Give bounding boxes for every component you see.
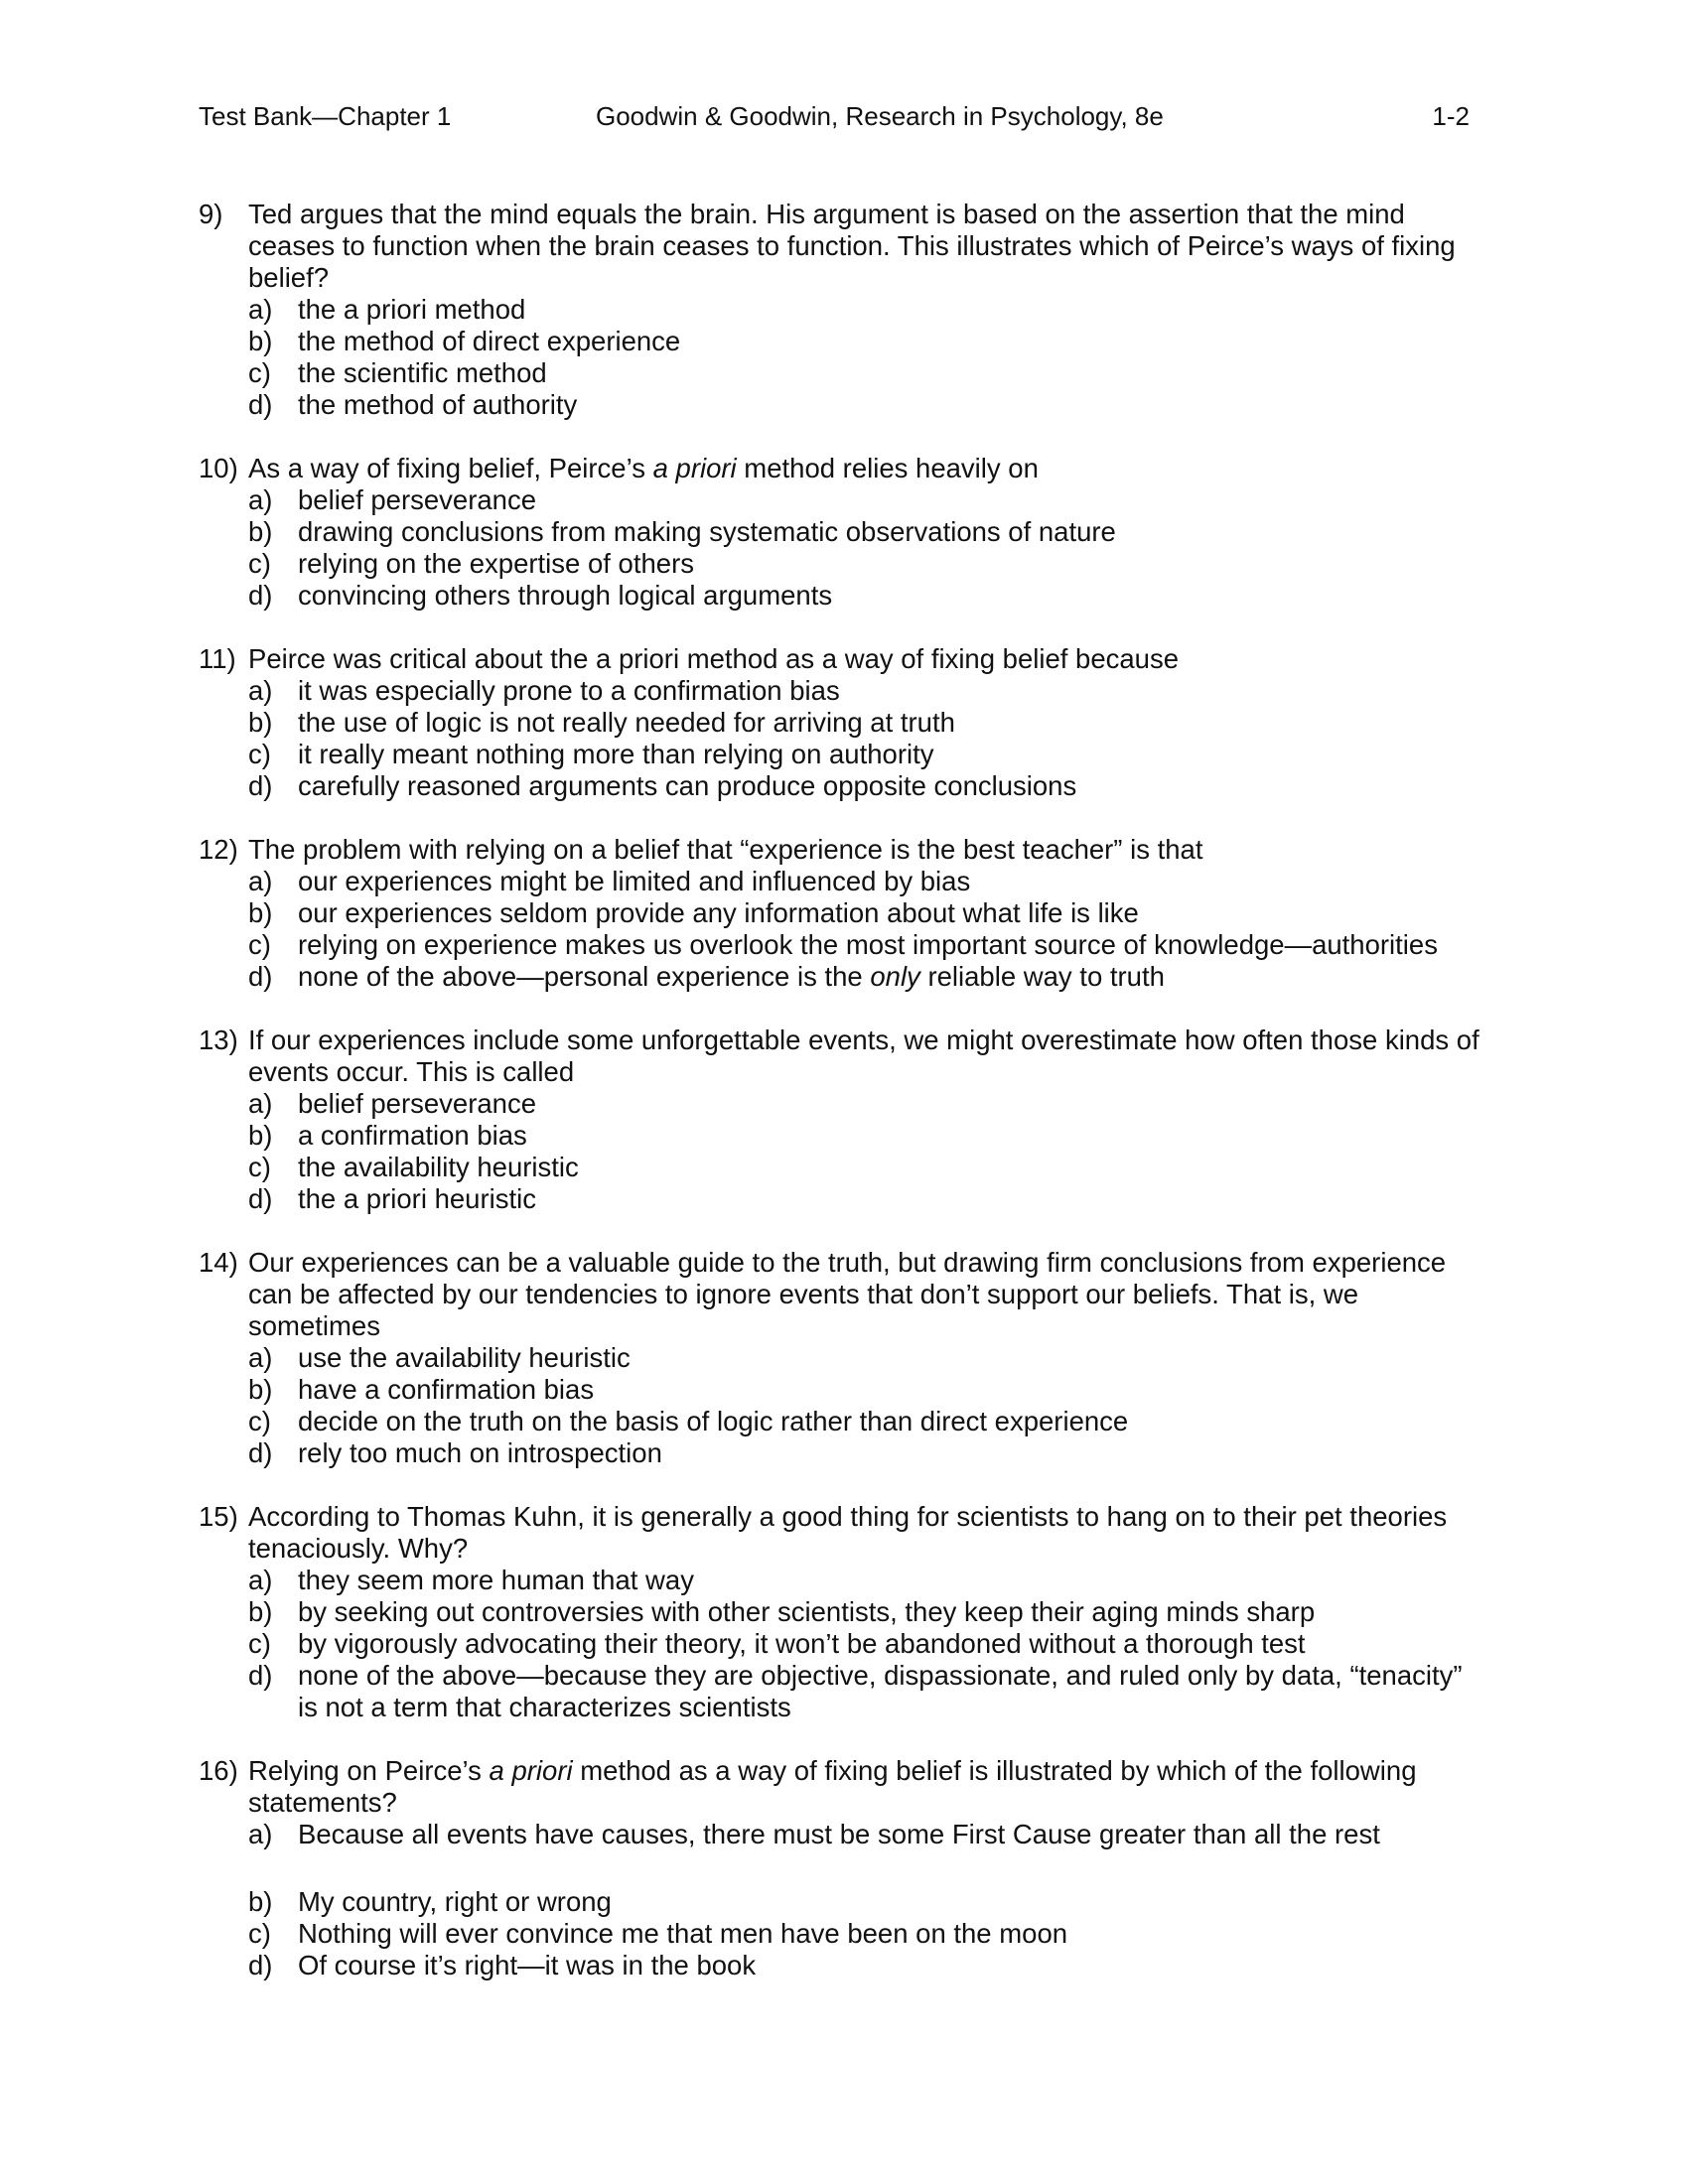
- question-text: If our experiences include some unforgettable events, we might overestimate how often those kinds of events occur. This is called: [248, 1024, 1479, 1087]
- option-letter: c): [248, 1628, 271, 1659]
- option-text: the a priori method: [298, 294, 526, 325]
- answer-option: [248, 326, 1479, 357]
- answer-option: [248, 1342, 1479, 1374]
- answer-option: [248, 897, 1479, 929]
- question-number: 10): [199, 453, 238, 483]
- answer-option: [248, 866, 1479, 897]
- question-14: [199, 1247, 1479, 1469]
- option-text: have a confirmation bias: [298, 1374, 595, 1405]
- question-9: [199, 199, 1479, 421]
- question-text: The problem with relying on a belief that “experience is the best teacher” is that: [248, 834, 1203, 865]
- question-stem: [199, 199, 1479, 294]
- answer-option: [248, 929, 1479, 961]
- option-letter: a): [248, 675, 273, 706]
- option-text: the a priori heuristic: [298, 1183, 536, 1214]
- answer-option: [248, 675, 1479, 707]
- option-letter: b): [248, 707, 273, 738]
- question-10: [199, 453, 1479, 612]
- question-number: 13): [199, 1024, 238, 1055]
- option-letter: c): [248, 357, 271, 388]
- option-letter: c): [248, 1406, 271, 1436]
- option-letter: b): [248, 326, 273, 356]
- question-11: [199, 643, 1479, 802]
- question-13: [199, 1024, 1479, 1215]
- answer-option: [248, 484, 1479, 516]
- question-stem: [199, 834, 1479, 866]
- question-number: 12): [199, 834, 238, 865]
- question-text-after: method as a way of fixing belief is illustrated by which of the following statements?: [248, 1755, 1417, 1818]
- answer-option: [248, 961, 1479, 993]
- answer-option: [248, 1120, 1479, 1152]
- answer-option: [248, 1565, 1479, 1596]
- answer-option: [248, 1152, 1479, 1183]
- option-text: our experiences might be limited and influenced by bias: [298, 866, 971, 896]
- header-book-title: Goodwin & Goodwin, Research in Psychology, 8e: [596, 101, 1164, 131]
- answer-option: [248, 770, 1479, 802]
- option-letter: d): [248, 389, 273, 420]
- question-12: [199, 834, 1479, 993]
- option-text: rely too much on introspection: [298, 1437, 662, 1468]
- option-letter: b): [248, 1596, 273, 1627]
- option-letter: a): [248, 294, 273, 325]
- answer-options: [199, 1342, 1479, 1469]
- answer-option: [248, 1183, 1479, 1215]
- option-text: Of course it’s right—it was in the book: [298, 1950, 757, 1980]
- option-text: relying on experience makes us overlook the most important source of knowledge—authorities: [298, 929, 1438, 960]
- option-letter: c): [248, 1152, 271, 1182]
- question-text-italic: a priori: [652, 453, 737, 483]
- answer-option: [248, 1918, 1479, 1950]
- answer-option: [248, 294, 1479, 326]
- question-stem: [199, 1247, 1479, 1342]
- question-list: [199, 199, 1479, 2013]
- option-letter: a): [248, 1342, 273, 1373]
- answer-options: [199, 1819, 1479, 1981]
- option-letter: c): [248, 548, 271, 579]
- option-text: the use of logic is not really needed for arriving at truth: [298, 707, 955, 738]
- option-text: convincing others through logical arguments: [298, 580, 833, 611]
- option-text: it was especially prone to a confirmation bias: [298, 675, 840, 706]
- answer-option: [248, 1660, 1479, 1723]
- option-text: carefully reasoned arguments can produce opposite conclusions: [298, 770, 1077, 801]
- question-text: Our experiences can be a valuable guide to the truth, but drawing firm conclusions from experience can be affected by our tendencies to ignore events that don’t support our beliefs. That is, we sometimes: [248, 1247, 1447, 1341]
- question-text: Ted argues that the mind equals the brain. His argument is based on the assertion that the mind ceases to function when the brain ceases to function. This illustrates which of Peirce’s ways of fixing belief?: [248, 199, 1456, 293]
- option-text: the method of authority: [298, 389, 578, 420]
- option-text: the method of direct experience: [298, 326, 681, 356]
- question-stem: [199, 1024, 1479, 1088]
- answer-option: [248, 1437, 1479, 1469]
- question-number: 15): [199, 1501, 238, 1532]
- answer-option: [248, 707, 1479, 739]
- option-letter: d): [248, 580, 273, 611]
- option-text-before: none of the above—personal experience is the: [298, 961, 871, 992]
- answer-options: [199, 675, 1479, 802]
- option-text: Nothing will ever convince me that men have been on the moon: [298, 1918, 1068, 1949]
- header-chapter: Test Bank—Chapter 1: [199, 101, 452, 131]
- question-number: 9): [199, 199, 223, 229]
- answer-options: [199, 484, 1479, 612]
- header-page-number: 1-2: [1432, 101, 1470, 131]
- option-letter: a): [248, 1088, 273, 1119]
- question-number: 16): [199, 1755, 238, 1786]
- option-letter: d): [248, 770, 273, 801]
- question-text-italic: a priori: [489, 1755, 573, 1786]
- answer-options: [199, 1565, 1479, 1723]
- option-text: they seem more human that way: [298, 1565, 694, 1595]
- answer-option: [248, 1088, 1479, 1120]
- question-number: 11): [199, 643, 236, 674]
- answer-option: [248, 1886, 1479, 1918]
- option-text: decide on the truth on the basis of logic rather than direct experience: [298, 1406, 1129, 1436]
- option-letter: b): [248, 516, 273, 547]
- option-text: a confirmation bias: [298, 1120, 527, 1151]
- question-15: [199, 1501, 1479, 1723]
- answer-option: [248, 548, 1479, 580]
- option-text: it really meant nothing more than relying on authority: [298, 739, 934, 769]
- option-text: belief perseverance: [298, 484, 537, 515]
- option-letter: d): [248, 1183, 273, 1214]
- option-text-italic: only: [870, 961, 920, 992]
- question-stem: [199, 1755, 1479, 1819]
- question-stem: [199, 453, 1479, 484]
- option-letter: a): [248, 1819, 273, 1849]
- answer-option: [248, 1596, 1479, 1628]
- answer-option: [248, 739, 1479, 770]
- option-text: Because all events have causes, there must be some First Cause greater than all the rest: [298, 1819, 1380, 1849]
- question-text-after: method relies heavily on: [736, 453, 1039, 483]
- option-letter: a): [248, 1565, 273, 1595]
- question-text: Peirce was critical about the a priori method as a way of fixing belief because: [248, 643, 1180, 674]
- answer-option: [248, 1406, 1479, 1437]
- page-header: [199, 99, 1470, 133]
- option-letter: d): [248, 961, 273, 992]
- answer-option: [248, 1374, 1479, 1406]
- option-text: use the availability heuristic: [298, 1342, 631, 1373]
- option-letter: a): [248, 866, 273, 896]
- option-text: My country, right or wrong: [298, 1886, 612, 1917]
- question-number: 14): [199, 1247, 238, 1278]
- answer-options: [199, 1088, 1479, 1215]
- answer-option: [248, 516, 1479, 548]
- question-text-before: As a way of fixing belief, Peirce’s: [248, 453, 653, 483]
- option-letter: d): [248, 1660, 273, 1691]
- question-16: [199, 1755, 1479, 1981]
- option-text: relying on the expertise of others: [298, 548, 694, 579]
- answer-options: [199, 866, 1479, 993]
- question-text-before: Relying on Peirce’s: [248, 1755, 490, 1786]
- option-letter: b): [248, 1120, 273, 1151]
- option-text: the availability heuristic: [298, 1152, 579, 1182]
- option-text: belief perseverance: [298, 1088, 537, 1119]
- answer-option: [248, 1950, 1479, 1981]
- option-letter: b): [248, 1886, 273, 1917]
- option-text: our experiences seldom provide any information about what life is like: [298, 897, 1139, 928]
- answer-option: [248, 1819, 1479, 1850]
- answer-options: [199, 294, 1479, 421]
- option-text: none of the above—because they are objective, dispassionate, and ruled only by data, “tenacity” is not a term that characterizes scientists: [298, 1660, 1463, 1722]
- option-letter: d): [248, 1437, 273, 1468]
- option-letter: c): [248, 739, 271, 769]
- option-text: by seeking out controversies with other scientists, they keep their aging minds sharp: [298, 1596, 1316, 1627]
- option-letter: c): [248, 929, 271, 960]
- option-letter: c): [248, 1918, 271, 1949]
- question-text: According to Thomas Kuhn, it is generally a good thing for scientists to hang on to their pet theories tenaciously. Why?: [248, 1501, 1448, 1564]
- option-text: drawing conclusions from making systematic observations of nature: [298, 516, 1116, 547]
- option-letter: b): [248, 897, 273, 928]
- option-text: by vigorously advocating their theory, it won’t be abandoned without a thorough test: [298, 1628, 1306, 1659]
- answer-option: [248, 357, 1479, 389]
- option-letter: b): [248, 1374, 273, 1405]
- answer-option: [248, 389, 1479, 421]
- option-text-after: reliable way to truth: [919, 961, 1165, 992]
- answer-option: [248, 580, 1479, 612]
- question-stem: [199, 1501, 1479, 1565]
- option-letter: d): [248, 1950, 273, 1980]
- option-text: the scientific method: [298, 357, 547, 388]
- option-letter: a): [248, 484, 273, 515]
- answer-option: [248, 1628, 1479, 1660]
- question-stem: [199, 643, 1479, 675]
